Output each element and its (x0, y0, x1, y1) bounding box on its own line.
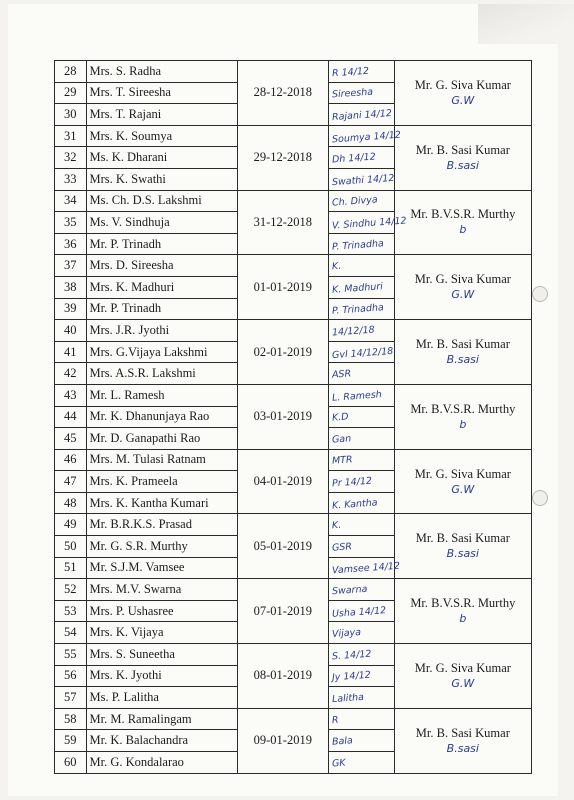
signature-cell (328, 428, 394, 450)
serial-number-cell: 51 (55, 557, 87, 579)
serial-number-cell: 45 (55, 428, 87, 450)
signature-cell (328, 665, 394, 687)
invigilator-name: Mr. B. Sasi Kumar (415, 142, 510, 157)
signature-cell (328, 320, 394, 342)
exam-date-cell: 01-01-2019 (238, 255, 329, 320)
handwritten-signature: K. (331, 260, 342, 273)
invigilator-signature: B.sasi (446, 741, 479, 755)
invigilator-name: Mr. B.V.S.R. Murthy (410, 596, 516, 611)
exam-date-cell: 04-01-2019 (238, 449, 329, 514)
invigilator-name: Mr. B. Sasi Kumar (415, 337, 510, 352)
invigilator-signature: b (459, 223, 467, 237)
handwritten-signature: K. Madhuri (331, 280, 383, 296)
invigilator-cell (394, 579, 531, 644)
serial-number-cell: 59 (55, 730, 87, 752)
serial-number-cell: 32 (55, 147, 87, 169)
staff-name-cell: Mrs. T. Sireesha (86, 82, 238, 104)
exam-date-cell: 07-01-2019 (238, 579, 329, 644)
invigilator-signature: b (459, 417, 467, 431)
handwritten-signature: Gvl 14/12/18 (331, 345, 394, 361)
signature-cell (328, 449, 394, 471)
serial-number-cell: 47 (55, 471, 87, 493)
table-row (55, 449, 532, 471)
signature-cell (328, 514, 394, 536)
invigilator-cell (394, 384, 531, 449)
serial-number-cell: 57 (55, 687, 87, 709)
signature-cell (328, 341, 394, 363)
signature-cell (328, 708, 394, 730)
signature-cell (328, 600, 394, 622)
staff-name-cell: Mrs. K. Prameela (86, 471, 238, 493)
serial-number-cell: 40 (55, 320, 87, 342)
invigilator-name: Mr. B. Sasi Kumar (415, 725, 510, 740)
signature-cell (328, 730, 394, 752)
invigilator-cell (394, 190, 531, 255)
signature-cell (328, 536, 394, 558)
invigilator-name: Mr. G. Siva Kumar (414, 466, 511, 481)
invigilator-name: Mr. B.V.S.R. Murthy (410, 401, 516, 416)
table-row (55, 255, 532, 277)
invigilator-signature: B.sasi (446, 547, 479, 561)
exam-date-cell: 31-12-2018 (238, 190, 329, 255)
invigilator-cell (394, 61, 531, 126)
staff-name-cell: Mrs. P. Ushasree (86, 600, 238, 622)
serial-number-cell: 56 (55, 665, 87, 687)
handwritten-signature: Bala (331, 735, 353, 748)
handwritten-signature: S. 14/12 (331, 648, 372, 663)
invigilation-duty-table (54, 60, 532, 774)
invigilator-name: Mr. B.V.S.R. Murthy (410, 207, 516, 222)
staff-name-cell: Mrs. S. Suneetha (86, 644, 238, 666)
signature-cell (328, 298, 394, 320)
table-row (55, 384, 532, 406)
serial-number-cell: 50 (55, 536, 87, 558)
staff-name-cell: Mr. D. Ganapathi Rao (86, 428, 238, 450)
serial-number-cell: 55 (55, 644, 87, 666)
staff-name-cell: Mrs. M. Tulasi Ratnam (86, 449, 238, 471)
staff-name-cell: Mr. B.R.K.S. Prasad (86, 514, 238, 536)
serial-number-cell: 49 (55, 514, 87, 536)
staff-name-cell: Mr. L. Ramesh (86, 384, 238, 406)
invigilator-cell (394, 125, 531, 190)
invigilator-signature: G.W (451, 93, 475, 107)
serial-number-cell: 48 (55, 492, 87, 514)
serial-number-cell: 60 (55, 752, 87, 774)
invigilator-signature: G.W (451, 676, 475, 690)
serial-number-cell: 36 (55, 233, 87, 255)
invigilator-signature: G.W (451, 288, 475, 302)
table-row (55, 644, 532, 666)
invigilator-cell (394, 255, 531, 320)
invigilator-signature: G.W (451, 482, 475, 496)
signature-cell (328, 687, 394, 709)
signature-cell (328, 406, 394, 428)
staff-name-cell: Mrs. K. Soumya (86, 125, 238, 147)
serial-number-cell: 37 (55, 255, 87, 277)
signature-cell (328, 644, 394, 666)
signature-cell (328, 82, 394, 104)
serial-number-cell: 33 (55, 168, 87, 190)
handwritten-signature: Pr 14/12 (331, 475, 372, 490)
serial-number-cell: 28 (55, 61, 87, 83)
serial-number-cell: 54 (55, 622, 87, 644)
signature-cell (328, 276, 394, 298)
punch-hole (532, 286, 548, 302)
exam-date-cell: 05-01-2019 (238, 514, 329, 579)
handwritten-signature: Dh 14/12 (331, 151, 376, 166)
handwritten-signature: MTR (331, 454, 353, 468)
serial-number-cell: 53 (55, 600, 87, 622)
exam-date-cell: 29-12-2018 (238, 125, 329, 190)
serial-number-cell: 41 (55, 341, 87, 363)
table-row (55, 320, 532, 342)
staff-name-cell: Mr. K. Dhanunjaya Rao (86, 406, 238, 428)
handwritten-signature: Gan (331, 433, 352, 446)
exam-date-cell: 03-01-2019 (238, 384, 329, 449)
staff-name-cell: Mr. P. Trinadh (86, 233, 238, 255)
staff-name-cell: Mrs. K. Kantha Kumari (86, 492, 238, 514)
signature-cell (328, 104, 394, 126)
handwritten-signature: P. Trinadha (331, 237, 384, 253)
handwritten-signature: K. Kantha (331, 497, 378, 512)
serial-number-cell: 38 (55, 276, 87, 298)
exam-date-cell: 02-01-2019 (238, 320, 329, 385)
exam-date-cell: 09-01-2019 (238, 708, 329, 773)
serial-number-cell: 44 (55, 406, 87, 428)
serial-number-cell: 46 (55, 449, 87, 471)
handwritten-signature: Rajani 14/12 (331, 107, 392, 124)
staff-name-cell: Mrs. T. Rajani (86, 104, 238, 126)
handwritten-signature: P. Trinadha (331, 302, 384, 318)
signature-cell (328, 622, 394, 644)
handwritten-signature: L. Ramesh (331, 388, 382, 404)
handwritten-signature: R (331, 714, 339, 726)
signature-cell (328, 125, 401, 147)
handwritten-signature: Swarna (331, 583, 368, 598)
invigilator-signature: B.sasi (446, 353, 479, 367)
staff-name-cell: Ms. Ch. D.S. Lakshmi (86, 190, 238, 212)
signature-cell (328, 255, 394, 277)
handwritten-signature: V. Sindhu 14/12 (331, 215, 407, 232)
signature-cell (328, 752, 394, 774)
staff-name-cell: Mr. S.J.M. Vamsee (86, 557, 238, 579)
serial-number-cell: 42 (55, 363, 87, 385)
signature-cell (328, 61, 394, 83)
signature-cell (328, 168, 394, 190)
serial-number-cell: 35 (55, 212, 87, 234)
handwritten-signature: K.D (331, 411, 349, 424)
invigilator-signature: B.sasi (446, 158, 479, 172)
handwritten-signature: Vijaya (331, 627, 361, 641)
handwritten-signature: Soumya 14/12 (331, 129, 401, 145)
serial-number-cell: 31 (55, 125, 87, 147)
signature-cell (328, 190, 394, 212)
serial-number-cell: 30 (55, 104, 87, 126)
staff-name-cell: Mrs. K. Madhuri (86, 276, 238, 298)
staff-name-cell: Mrs. J.R. Jyothi (86, 320, 238, 342)
handwritten-signature: Lalitha (331, 691, 364, 706)
handwritten-signature: R 14/12 (331, 65, 369, 80)
table-row (55, 125, 532, 147)
serial-number-cell: 39 (55, 298, 87, 320)
handwritten-signature: ASR (331, 368, 352, 381)
invigilator-cell (394, 449, 531, 514)
signature-cell (328, 212, 407, 234)
staff-name-cell: Mr. K. Balachandra (86, 730, 238, 752)
staff-name-cell: Mrs. K. Swathi (86, 168, 238, 190)
table-row (55, 708, 532, 730)
handwritten-signature: GK (331, 757, 346, 770)
document-page (8, 4, 558, 796)
serial-number-cell: 29 (55, 82, 87, 104)
handwritten-signature: Sireesha (331, 86, 373, 101)
handwritten-signature: Usha 14/12 (331, 604, 387, 620)
handwritten-signature: K. (331, 519, 342, 532)
table-row (55, 61, 532, 83)
invigilator-signature: b (459, 612, 467, 626)
staff-name-cell: Mr. G. S.R. Murthy (86, 536, 238, 558)
signature-cell (328, 233, 394, 255)
staff-name-cell: Mrs. K. Jyothi (86, 665, 238, 687)
staff-name-cell: Mrs. K. Vijaya (86, 622, 238, 644)
staff-name-cell: Mr. P. Trinadh (86, 298, 238, 320)
staff-name-cell: Mrs. S. Radha (86, 61, 238, 83)
invigilator-cell (394, 708, 531, 773)
signature-cell (328, 363, 394, 385)
staff-name-cell: Mrs. M.V. Swarna (86, 579, 238, 601)
invigilator-name: Mr. B. Sasi Kumar (415, 531, 510, 546)
staff-name-cell: Ms. V. Sindhuja (86, 212, 238, 234)
punch-hole (532, 490, 548, 506)
invigilator-name: Mr. G. Siva Kumar (414, 660, 511, 675)
invigilator-name: Mr. G. Siva Kumar (414, 272, 511, 287)
signature-cell (328, 492, 394, 514)
duty-table-body (55, 61, 532, 774)
serial-number-cell: 34 (55, 190, 87, 212)
serial-number-cell: 52 (55, 579, 87, 601)
handwritten-signature: Vamsee 14/12 (331, 561, 400, 577)
staff-name-cell: Mrs. D. Sireesha (86, 255, 238, 277)
serial-number-cell: 43 (55, 384, 87, 406)
serial-number-cell: 58 (55, 708, 87, 730)
invigilator-cell (394, 644, 531, 709)
signature-cell (328, 471, 394, 493)
exam-date-cell: 08-01-2019 (238, 644, 329, 709)
table-row (55, 190, 532, 212)
invigilator-cell (394, 320, 531, 385)
handwritten-signature: 14/12/18 (331, 324, 375, 339)
signature-cell (328, 384, 394, 406)
staff-name-cell: Mr. M. Ramalingam (86, 708, 238, 730)
staff-name-cell: Ms. K. Dharani (86, 147, 238, 169)
invigilator-cell (394, 514, 531, 579)
handwritten-signature: Ch. Divya (331, 194, 378, 209)
staff-name-cell: Mrs. G.Vijaya Lakshmi (86, 341, 238, 363)
signature-cell (328, 579, 394, 601)
handwritten-signature: Swathi 14/12 (331, 172, 395, 188)
page-fold-shadow (478, 4, 574, 44)
handwritten-signature: GSR (331, 541, 352, 554)
staff-name-cell: Mrs. A.S.R. Lakshmi (86, 363, 238, 385)
staff-name-cell: Ms. P. Lalitha (86, 687, 238, 709)
table-row (55, 579, 532, 601)
handwritten-signature: Jy 14/12 (331, 670, 371, 684)
staff-name-cell: Mr. G. Kondalarao (86, 752, 238, 774)
signature-cell (328, 147, 394, 169)
table-row (55, 514, 532, 536)
signature-cell (328, 557, 400, 579)
invigilator-name: Mr. G. Siva Kumar (414, 77, 511, 92)
exam-date-cell: 28-12-2018 (238, 61, 329, 126)
